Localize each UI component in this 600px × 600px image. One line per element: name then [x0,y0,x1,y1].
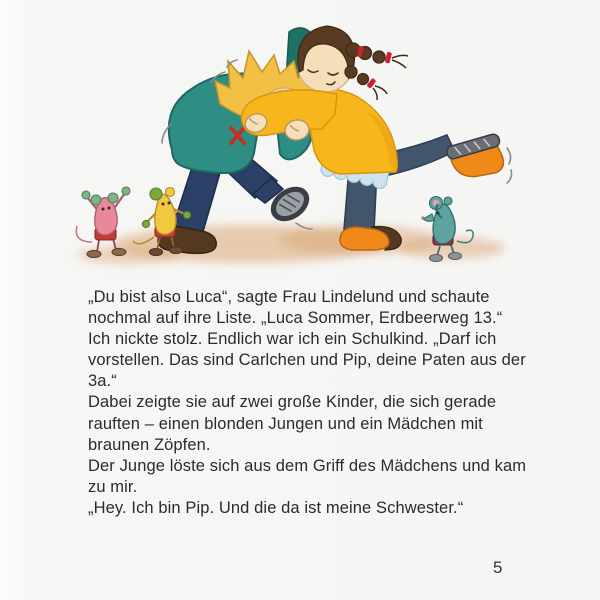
story-line: zu mir. [88,477,138,496]
illustration-children-wrestling [58,4,530,274]
boy-figure [158,28,318,253]
story-line: 3a.“ [88,372,117,391]
story-line: „Hey. Ich bin Pip. Und die da ist meine Schwester.“ [88,498,464,517]
story-line: rauften – einen blonden Jungen und ein Mädchen mit [88,414,483,433]
story-line: „Du bist also Luca“, sagte Frau Lindelund und schaute [88,288,490,306]
story-text [88,287,526,519]
girl-raised-shoe [445,133,507,184]
story-line: nochmal auf ihre Liste. „Luca Sommer, Erdbeerweg 13.“ [88,309,503,328]
story-line: Dabei zeigte sie auf zwei große Kinder, die sich gerade [88,393,497,412]
story-line: vorstellen. Das sind Carlchen und Pip, deine Paten aus der [88,351,526,370]
story-line: braunen Zöpfen. [88,435,211,454]
story-line: Der Junge löste sich aus dem Griff des Mädchens und kam [88,456,527,475]
story-line: Ich nickte stolz. Endlich war ich ein Schulkind. „Darf ich [88,330,497,349]
page-number: 5 [493,558,503,577]
